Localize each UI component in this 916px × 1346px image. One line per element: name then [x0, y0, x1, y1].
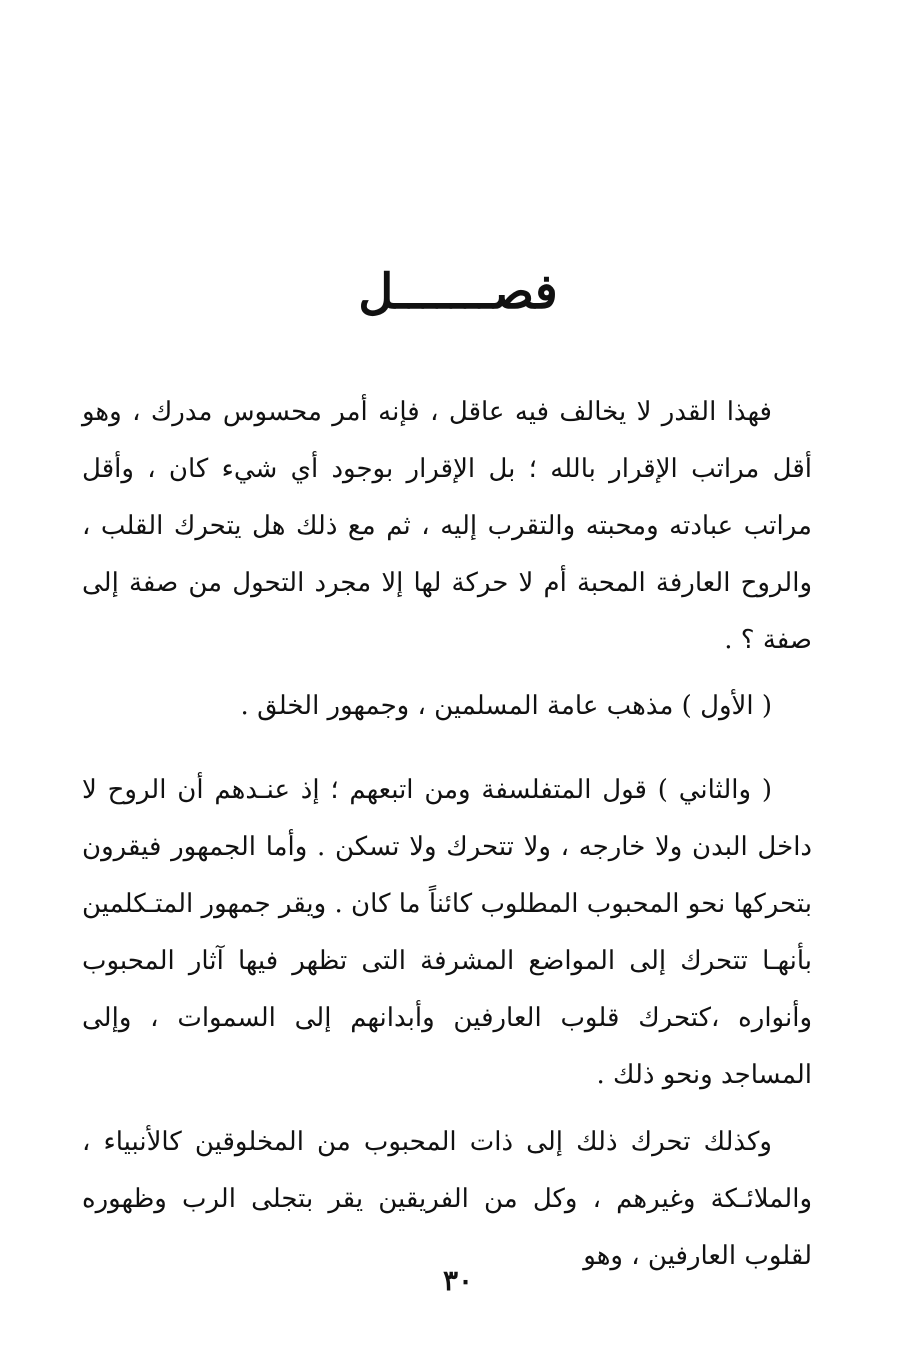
page-number: ٣٠ — [442, 1264, 474, 1297]
paragraph-4 — [82, 1114, 812, 1285]
paragraph-1-text: فهذا القدر لا يخالف فيه عاقل ، فإنه أمر محسوس مدرك ، وهو أقل مراتب الإقرار بالله ؛ بل الإقرار بوجود أي شيء كان ، وأقل مراتب عبادته ومحبته والتقرب إليه ، ثم مع ذلك هل يتحرك القلب ، والروح العارفة المحبة أم لا حركة لها إلا مجرد التحول من صفة إلى صفة ؟ . — [82, 397, 812, 655]
section-heading: فصـــــــل — [358, 264, 558, 320]
paragraph-4-text: وكذلك تحرك ذلك إلى ذات المحبوب من المخلوقين كالأنبياء ، والملائـكة وغيرهم ، وكل من الفريقين يقر بتجلى الرب وظهوره لقلوب العارفين ، وهو — [82, 1127, 812, 1271]
paragraph-1 — [82, 384, 812, 669]
paragraph-2 — [82, 678, 812, 735]
paragraph-3-text: ( والثاني ) قول المتفلسفة ومن اتبعهم ؛ إذ عنـدهم أن الروح لا داخل البدن ولا خارجه ، ولا تتحرك ولا تسكن . وأما الجمهور فيقرون بتحركها نحو المحبوب المطلوب كائناً ما كان . ويقر جمهور المتـكلمين بأنهـا تتحرك إلى المواضع المشرفة التى تظهر فيها آثار المحبوب وأنواره ،كتحرك قلوب العارفين وأبدانهم إلى السموات ، وإلى المساجد ونحو ذلك . — [82, 775, 812, 1090]
paragraph-2-text: ( الأول ) مذهب عامة المسلمين ، وجمهور الخلق . — [240, 691, 772, 721]
paragraph-3 — [82, 762, 812, 1104]
